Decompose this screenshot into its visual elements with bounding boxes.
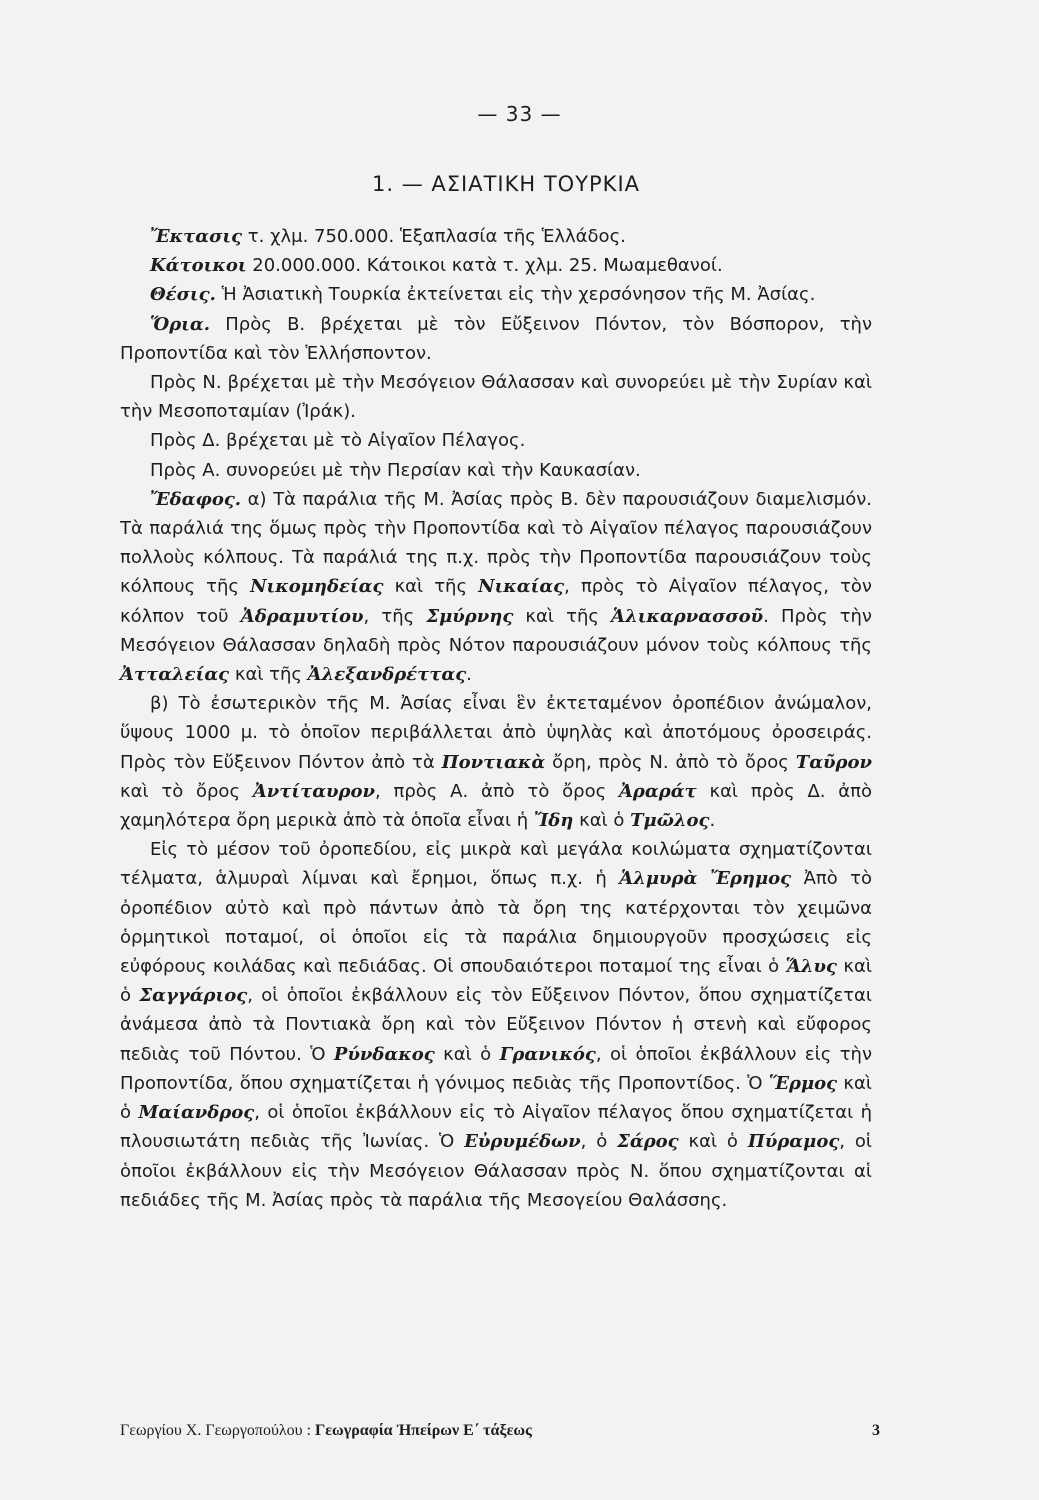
paragraph [120, 280, 872, 309]
bold-term: Ἔδαφος. [150, 488, 242, 510]
text-run: . Πρὸς τὴν Μεσόγειον Θάλασσαν δηλαδὴ πρὸς Νότον παρουσιάζουν μόνον τοὺς κόλπους τῆς [120, 605, 872, 656]
bold-term: Σμύρνης [426, 605, 514, 627]
paragraph [120, 456, 872, 485]
bold-term: Ἀλεξανδρέττας [307, 664, 467, 686]
text-run: . [466, 664, 472, 686]
text-run: β) Τὸ ἐσωτερικὸν τῆς Μ. Ἀσίας εἶναι ἓν ἐκτεταμένον ὀροπέδιον ἀνώμαλον, ὕψους 1000 μ. τὸ ὁποῖον περιβάλλεται ἀπὸ ὑψηλὰς καὶ ἀποτόμους ὀροσειράς. Πρὸς τὸν Εὔξεινον Πόντον ἀπὸ τὰ [120, 693, 872, 773]
bold-term: Σαγγάριος [139, 985, 248, 1007]
text-run: καὶ πρὸς Δ. ἀπὸ χαμηλότερα ὄρη μερικὰ ἀπὸ τὰ ὁποῖα εἶναι ἡ [120, 780, 872, 832]
bold-term: Ποντιακὰ [441, 751, 546, 773]
paragraph [120, 835, 872, 1215]
footer-book-title: Γεωγραφία Ἠπείρων Ε΄ τάξεως [315, 1422, 532, 1439]
footer-author: Γεωργίου Χ. Γεωργοπούλου : [120, 1422, 316, 1439]
text-run: καὶ τῆς [513, 605, 612, 627]
text-run: Πρὸς Δ. βρέχεται μὲ τὸ Αἰγαῖον Πέλαγος. [150, 430, 526, 452]
text-run: καὶ ὁ [120, 956, 872, 1007]
body-text [120, 222, 872, 1215]
paragraph [120, 222, 872, 251]
text-run: , οἱ ὁποῖοι ἐκβάλλουν εἰς τὴν Προποντίδα, ὅπου σχηματίζεται ἡ γόνιμος πεδιὰς τῆς Προποντίδος. Ὁ [120, 1043, 872, 1094]
paragraph [120, 251, 872, 280]
text-run: καὶ ὁ [573, 810, 631, 832]
text-run: καὶ τὸ ὄρος [120, 780, 253, 802]
bold-term: Πύραμος [747, 1131, 840, 1153]
text-run: Πρὸς Α. συνορεύει μὲ τὴν Περσίαν καὶ τὴν Καυκασίαν. [150, 459, 641, 481]
text-run: , πρὸς τὸ Αἰγαῖον πέλαγος, τὸν κόλπον τοῦ [120, 576, 872, 627]
bold-term: Ἁλικαρνασσοῦ [611, 605, 764, 627]
text-run: καὶ ὁ [120, 1072, 872, 1124]
bold-term: Ἅλυς [785, 956, 837, 978]
text-run: . [709, 810, 716, 832]
bold-term: Κάτοικοι [150, 255, 247, 277]
bold-term: Γρανικός [499, 1043, 596, 1065]
footer-citation [120, 1422, 532, 1440]
text-run: Πρὸς Ν. βρέχεται μὲ τὴν Μεσόγειον Θάλασσαν καὶ συνορεύει μὲ τὴν Συρίαν καὶ τὴν Μεσοποταμίαν (Ἰράκ). [120, 372, 872, 423]
bold-term: Νικομηδείας [250, 576, 384, 598]
text-run: , ὁ [580, 1131, 618, 1153]
bold-term: Τμῶλος [630, 810, 710, 832]
text-run: καὶ τῆς [229, 664, 308, 686]
printer-signature: 3 [872, 1422, 880, 1439]
bold-term: Ἀτταλείας [120, 664, 230, 686]
bold-term: Σάρος [617, 1131, 679, 1153]
bold-term: Ἕρμος [768, 1072, 838, 1094]
text-run: Ἀπὸ τὸ ὀροπέδιον αὐτὸ καὶ πρὸ πάντων ἀπὸ τὰ ὄρη της κατέρχονται τὸν χειμῶνα ὁρμητικοὶ ποταμοί, οἱ ὁποῖοι εἰς τὰ παράλια δημιουργοῦν προσχώσεις εἰς εὐφόρους κοιλάδας καὶ πεδιάδας. Οἱ σπουδαιότεροι ποταμοί της εἶναι ὁ [120, 868, 872, 978]
bold-term: Ἔκτασις [150, 226, 243, 247]
bold-term: Εὐρυμέδων [464, 1131, 581, 1153]
paragraph [120, 310, 872, 368]
bold-term: Ἁλμυρὰ Ἔρημος [619, 868, 792, 890]
text-run: α) Τὰ παράλια τῆς Μ. Ἀσίας πρὸς Β. δὲν παρουσιάζουν διαμελισμόν. Τὰ παράλιά της ὅμως πρὸς τὴν Προποντίδα καὶ τὸ Αἰγαῖον πέλαγος παρουσιάζουν πολλοὺς κόλπους. Τὰ παράλιά της π.χ. πρὸς τὴν Προποντίδα παρουσιάζουν τοὺς κόλπους τῆς [120, 488, 872, 598]
paragraph [120, 368, 872, 426]
text-run: καὶ ὁ [434, 1043, 500, 1065]
text-run: , οἱ ὁποῖοι ἐκβάλλουν εἰς τὸ Αἰγαῖον πέλαγος ὅπου σχηματίζεται ἡ πλουσιωτάτη πεδιὰς τῆς Ἰωνίας. Ὁ [120, 1102, 872, 1153]
paragraph [120, 426, 872, 455]
bold-term: Ἀδραμυτίου [240, 605, 364, 627]
text-run: ὄρη, πρὸς Ν. ἀπὸ τὸ ὄρος [545, 751, 796, 773]
paragraph [120, 485, 872, 689]
text-run: , πρὸς Α. ἀπὸ τὸ ὄρος [375, 780, 619, 802]
paragraph [120, 689, 872, 835]
text-run: , οἱ ὁποῖοι ἐκβάλλουν εἰς τὴν Μεσόγειον Θάλασσαν πρὸς Ν. ὅπου σχηματίζονται αἱ πεδιάδες τῆς Μ. Ἀσίας πρὸς τὰ παράλια τῆς Μεσογείου Θαλάσσης. [120, 1131, 872, 1211]
bold-term: Θέσις. [150, 284, 216, 306]
text-run: , οἱ ὁποῖοι ἐκβάλλουν εἰς τὸν Εὔξεινον Πόντον, ὅπου σχηματίζεται ἀνάμεσα ἀπὸ τὰ Ποντιακὰ ὄρη καὶ τὸν Εὔξεινον Πόντον ἡ στενὴ καὶ εὔφορος πεδιὰς τοῦ Πόντου. Ὁ [120, 985, 872, 1065]
section-title: 1. — ΑΣΙΑΤΙΚΗ ΤΟΥΡΚΙΑ [372, 172, 641, 196]
page-number: — 33 — [477, 102, 562, 126]
text-run: καὶ τῆς [383, 576, 479, 598]
text-run: Εἰς τὸ μέσον τοῦ ὀροπεδίου, εἰς μικρὰ καὶ μεγάλα κοιλώματα σχηματίζονται τέλματα, ἁλμυραὶ λίμναι καὶ ἔρημοι, ὅπως π.χ. ἡ [120, 839, 872, 890]
text-run: Πρὸς Β. βρέχεται μὲ τὸν Εὔξεινον Πόντον, τὸν Βόσπορον, τὴν Προποντίδα καὶ τὸν Ἑλλήσποντον. [120, 313, 872, 364]
bold-term: Ἀντίταυρον [252, 780, 376, 802]
bold-term: Μαίανδρος [138, 1102, 255, 1124]
text-run: , τῆς [363, 605, 427, 627]
bold-term: Ταῦρον [795, 751, 872, 773]
bold-term: Ρύνδακος [333, 1043, 435, 1065]
bold-term: Ἴδη [533, 810, 574, 832]
bold-term: Ὅρια. [150, 313, 210, 335]
text-run: 20.000.000. Κάτοικοι κατὰ τ. χλμ. 25. Μωαμεθανοί. [246, 255, 723, 277]
bold-term: Νικαίας [478, 576, 565, 598]
text-run: καὶ ὁ [678, 1131, 748, 1153]
bold-term: Ἀραράτ [618, 780, 697, 802]
text-run: Ἡ Ἀσιατικὴ Τουρκία ἐκτείνεται εἰς τὴν χερσόνησον τῆς Μ. Ἀσίας. [215, 284, 816, 306]
text-run: τ. χλμ. 750.000. Ἑξαπλασία τῆς Ἑλλάδος. [242, 226, 626, 247]
